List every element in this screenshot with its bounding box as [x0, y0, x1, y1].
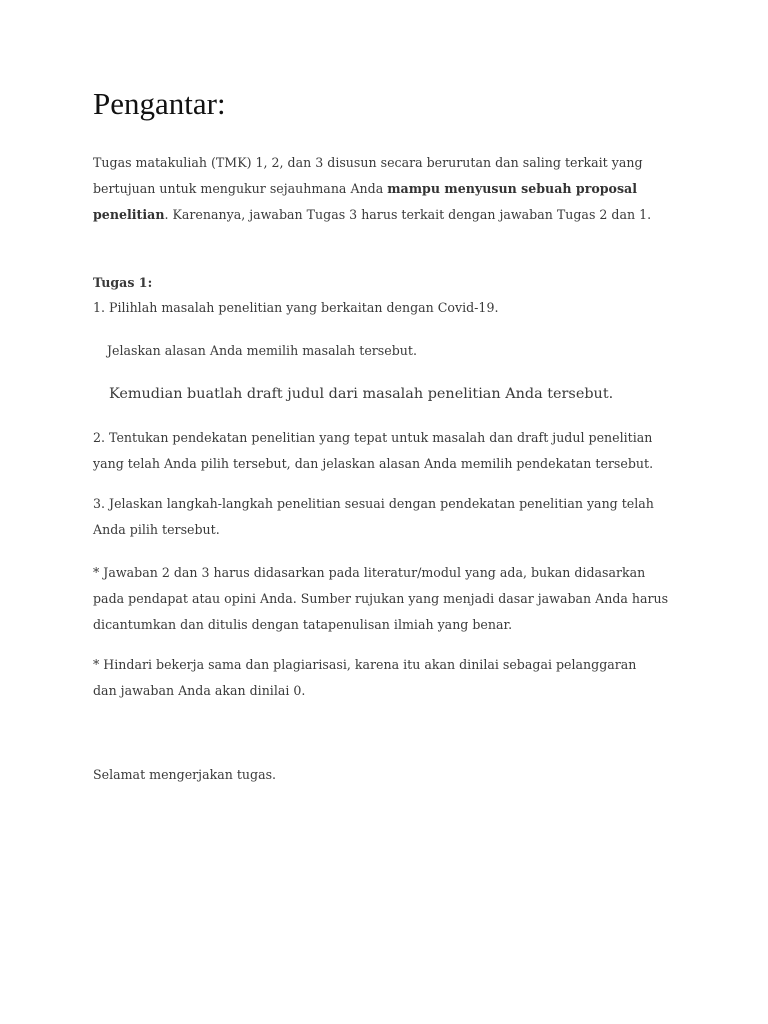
task-item-1-sub-draft-title: Kemudian buatlah draft judul dari masalah penelitian Anda tersebut.	[109, 386, 614, 402]
tugas1-heading: Tugas 1:	[93, 275, 153, 290]
closing-text: Selamat mengerjakan tugas.	[93, 767, 277, 782]
intro-bold-text: mampu menyusun sebuah proposal penelitian	[93, 181, 637, 222]
intro-text-part1: Tugas matakuliah (TMK) 1, 2, dan 3 disusun secara berurutan dan saling terkait yang bertujuan untuk mengukur sejauhmana Anda	[93, 155, 643, 196]
note-references: * Jawaban 2 dan 3 harus didasarkan pada literatur/modul yang ada, bukan didasarkan pada pendapat atau opini Anda. Sumber rujukan yang menjadi dasar jawaban Anda harus dicantumkan dan ditulis dengan tatapenulisan ilmiah yang benar.	[93, 565, 669, 632]
page-title: Pengantar:	[93, 86, 226, 121]
task-item-1: 1. Pilihlah masalah penelitian yang berkaitan dengan Covid-19.	[93, 300, 499, 315]
note-plagiarism: * Hindari bekerja sama dan plagiarisasi, karena itu akan dinilai sebagai pelanggaran dan jawaban Anda akan dinilai 0.	[93, 657, 637, 698]
intro-text-part2: . Karenanya, jawaban Tugas 3 harus terkait dengan jawaban Tugas 2 dan 1.	[164, 207, 652, 222]
task-item-3: 3. Jelaskan langkah-langkah penelitian sesuai dengan pendekatan penelitian yang telah Anda pilih tersebut.	[93, 496, 654, 537]
task-item-1-sub-explain: Jelaskan alasan Anda memilih masalah tersebut.	[107, 343, 417, 358]
task-item-2: 2. Tentukan pendekatan penelitian yang tepat untuk masalah dan draft judul penelitian yang telah Anda pilih tersebut, dan jelaskan alasan Anda memilih pendekatan tersebut.	[93, 430, 654, 471]
intro-paragraph	[93, 150, 653, 228]
